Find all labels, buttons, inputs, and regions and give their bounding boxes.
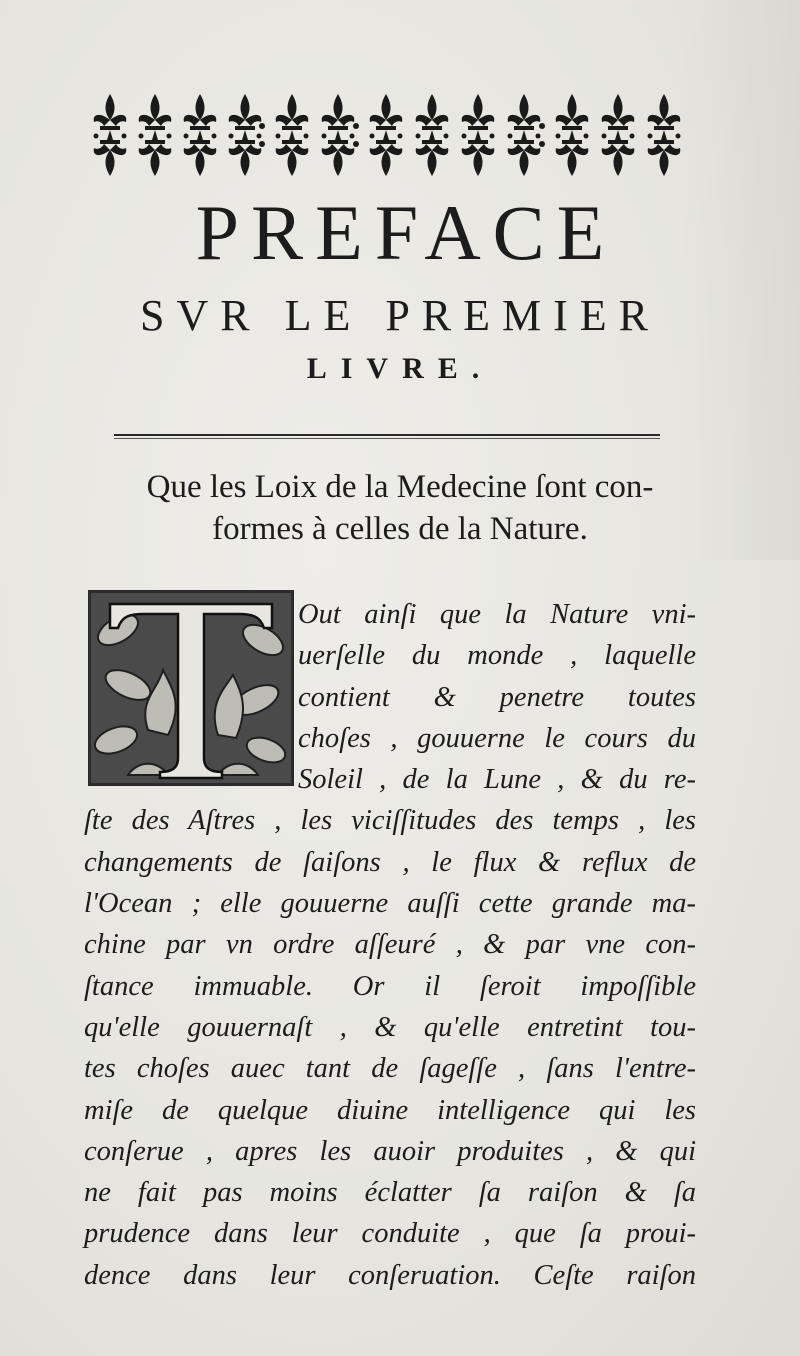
divider-rule — [114, 434, 660, 436]
body-line: uerſelle du monde , laquelle — [298, 640, 696, 672]
section-heading-line-1: Que les Loix de la Medecine ſont con- — [146, 469, 654, 505]
body-line: dence dans leur conſeruation. Ceſte raiſon — [84, 1259, 696, 1291]
page-title: PREFACE — [195, 189, 617, 276]
body-paragraph — [84, 594, 696, 1296]
page-subtitle-second-line: LIVRE. — [306, 352, 494, 385]
body-line: tes choſes auec tant de ſageſſe , ſans l'entre- — [84, 1053, 696, 1085]
section-heading — [90, 466, 710, 550]
fleur-de-lis-band-icon — [88, 86, 690, 182]
body-line: contient & penetre toutes — [298, 681, 696, 713]
body-line: changements de ſaiſons , le flux & reflux de — [84, 846, 696, 878]
body-line: l'Ocean ; elle gouuerne auſſi cette grande ma- — [84, 888, 696, 920]
body-line: choſes , gouuerne le cours du — [298, 722, 696, 754]
section-heading-line-2: formes à celles de la Nature. — [212, 511, 588, 547]
body-line: qu'elle gouuernaſt , & qu'elle entretint tou- — [84, 1011, 696, 1043]
body-line: prudence dans leur conduite , que ſa prouі- — [84, 1218, 696, 1250]
body-line: ſte des Aſtres , les viciſſitudes des temps , les — [84, 805, 696, 837]
page-subtitle: SVR LE PREMIER — [139, 291, 661, 340]
body-line: Soleil , de la Lune , & du re- — [298, 764, 696, 796]
body-line: ne fait pas moins éclatter ſa raiſon & ſa — [84, 1177, 696, 1209]
body-line: conſerue , apres les auoir produites , & qui — [84, 1135, 696, 1167]
body-line: miſe de quelque diuine intelligence qui les — [84, 1094, 696, 1126]
body-line: Out ainſi que la Nature vni- — [298, 599, 696, 630]
body-line: chine par vn ordre aſſeuré , & par vne con- — [84, 929, 696, 961]
body-line: ſtance immuable. Or il ſeroit impoſſible — [84, 970, 696, 1002]
